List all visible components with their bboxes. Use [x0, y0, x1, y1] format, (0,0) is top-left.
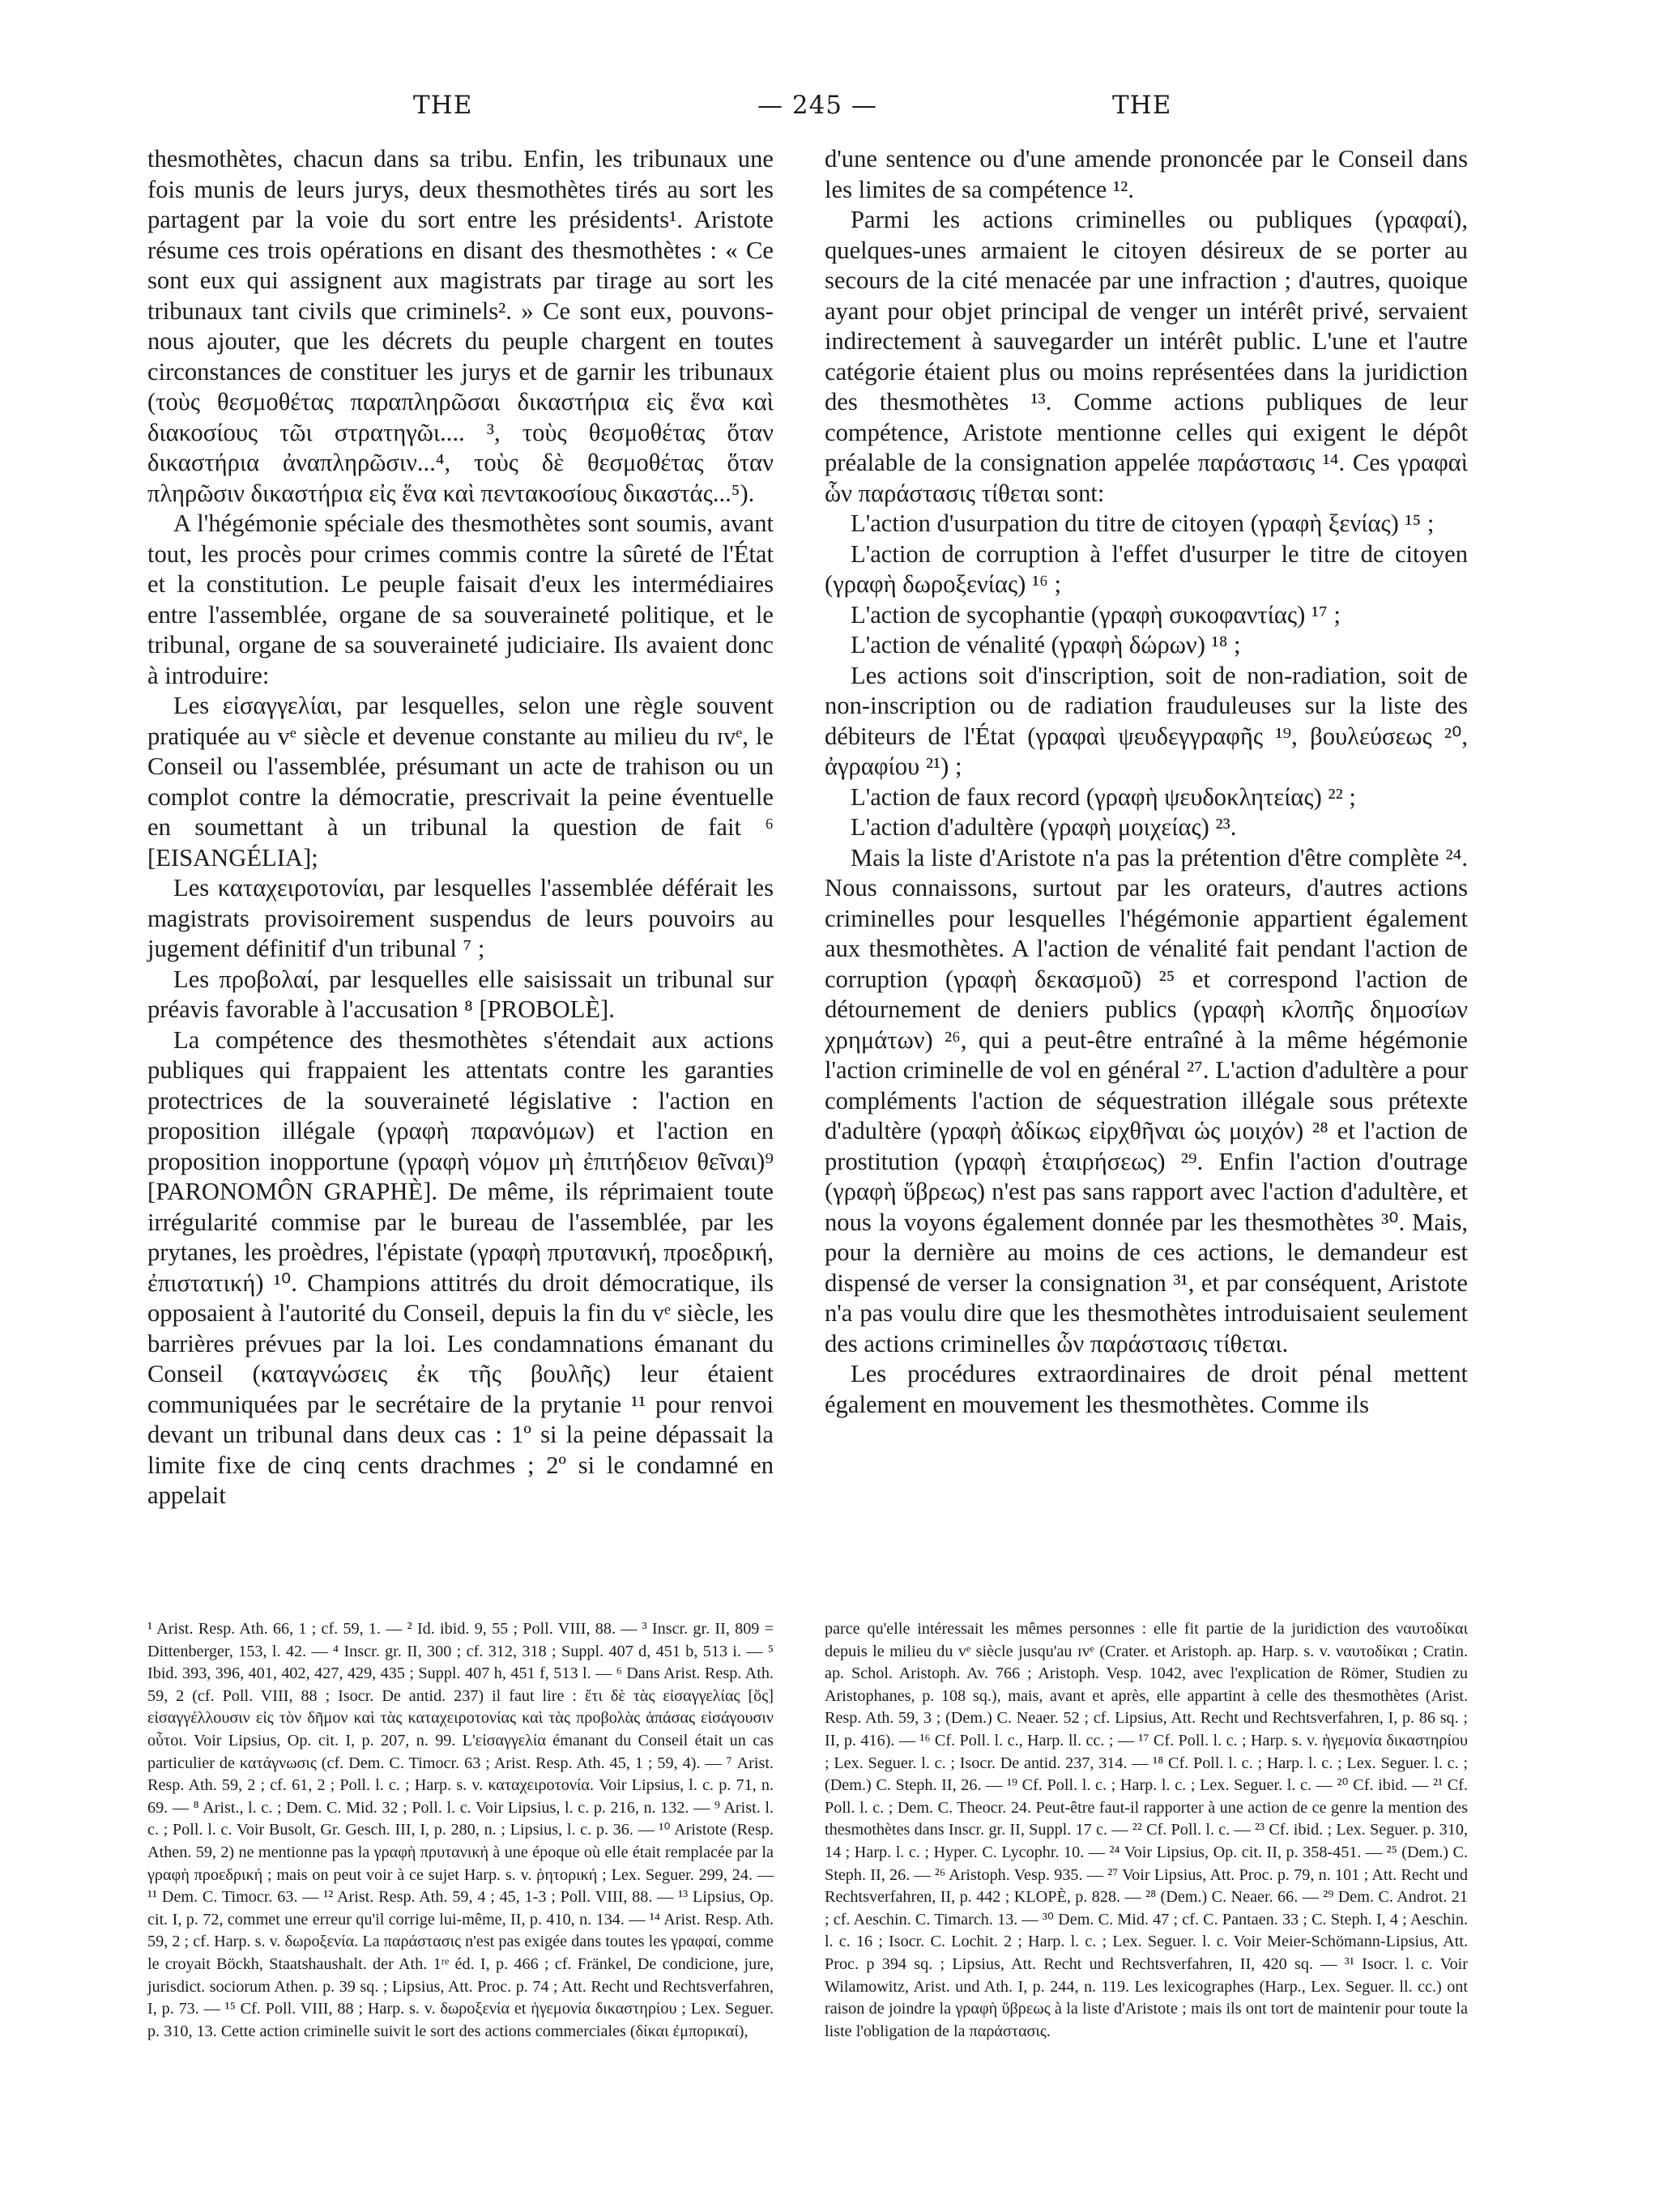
paragraph: Parmi les actions criminelles ou publiques (γραφαί), quelques-unes armaient le citoyen désireux de se porter au secours de la cité menacée par une infraction ; d'autres, quoique ayant pour objet principal de venger un intérêt privé, servaient indirectement à sauvegarder un intérêt public. L'une et l'autre catégorie étaient plus ou moins représentées dans la juridiction des thesmothètes ¹³. Comme actions publiques de leur compétence, Aristote mentionne celles qui exigent le dépôt préalable de la consignation appelée παράστασις ¹⁴. Ces γραφαὶ ὧν παράστασις τίθεται sont:: [825, 206, 1468, 507]
paragraph: Les actions soit d'inscription, soit de non-radiation, soit de non-inscription ou de radiation frauduleuses sur la liste des débiteurs de l'État (γραφαὶ ψευδεγγραφῆς ¹⁹, βουλεύσεως ²⁰, ἀγραφίου ²¹) ;: [825, 661, 1468, 780]
paragraph: thesmothètes, chacun dans sa tribu. Enfin, les tribunaux une fois munis de leurs jurys, deux thesmothètes tirés au sort les partagent par la voie du sort entre les présidents¹. Aristote résume ces trois opérations en disant des thesmothètes : « Ce sont eux qui assignent aux magistrats par tirage au sort les tribunaux tant civils que criminels². » Ce sont eux, pouvons-nous ajouter, que les décrets du peuple chargent en toutes circonstances de constituer les jurys et de garnir les tribunaux (τοὺς θεσμοθέτας παραπληρῶσαι δικαστήρια εἰς ἕνα καὶ διακοσίους τῶι στρατηγῶι.... ³, τοὺς θεσμοθέτας ὅταν δικαστήρια ἀναπληρῶσιν...⁴, τοὺς δὲ θεσμοθέτας ὅταν πληρῶσιν δικαστήρια εἰς ἕνα καὶ πεντακοσίους δικαστάς...⁵).: [147, 145, 774, 507]
paragraph: L'action d'adultère (γραφὴ μοιχείας) ²³.: [851, 813, 1237, 841]
paragraph: L'action d'usurpation du titre de citoyen (γραφὴ ξενίας) ¹⁵ ;: [851, 509, 1435, 537]
page-number: — 245 —: [757, 91, 877, 120]
paragraph: d'une sentence ou d'une amende prononcée par le Conseil dans les limites de sa compétence ¹².: [825, 145, 1468, 203]
running-head-right: THE: [1112, 91, 1172, 120]
left-column: [147, 144, 774, 1511]
paragraph: Mais la liste d'Aristote n'a pas la prétention d'être complète ²⁴. Nous connaissons, surtout par les orateurs, d'autres actions criminelles pour lesquelles l'hégémonie appartient également aux thesmothètes. A l'action de vénalité fait pendant l'action de corruption (γραφὴ δεκασμοῦ) ²⁵ et correspond l'action de détournement de deniers publics (γραφὴ κλοπῆς δημοσίων χρημάτων) ²⁶, qui a peut-être entraîné à la même hégémonie l'action criminelle de vol en général ²⁷. L'action d'adultère a pour compléments l'action de séquestration illégale sous prétexte d'adultère (γραφὴ ἀδίκως εἰρχθῆναι ὡς μοιχόν) ²⁸ et l'action de prostitution (γραφὴ ἑταιρήσεως) ²⁹. Enfin l'action d'outrage (γραφὴ ὕβρεως) n'est pas sans rapport avec l'action d'adultère, et nous la voyons également donnée par les thesmothètes ³⁰. Mais, pour la dernière au moins de ces actions, le demandeur est dispensé de verser la consignation ³¹, et par conséquent, Aristote n'a pas voulu dire que les thesmothètes introduisaient seulement des actions criminelles ὧν παράστασις τίθεται.: [825, 843, 1468, 1357]
paragraph: L'action de corruption à l'effet d'usurper le titre de citoyen (γραφὴ δωροξενίας) ¹⁶ ;: [825, 539, 1468, 598]
paragraph: Les καταχειροτονίαι, par lesquelles l'assemblée déférait les magistrats provisoirement suspendus de leurs pouvoirs au jugement définitif d'un tribunal ⁷ ;: [147, 874, 774, 962]
paragraph: L'action de sycophantie (γραφὴ συκοφαντίας) ¹⁷ ;: [851, 600, 1341, 629]
right-column: [825, 144, 1468, 1420]
paragraph: A l'hégémonie spéciale des thesmothètes sont soumis, avant tout, les procès pour crimes commis contre la sûreté de l'État et la constitution. Le peuple faisait d'eux les intermédiaires entre l'assemblée, organe de sa souveraineté politique, et le tribunal, organe de sa souveraineté judiciaire. Ils avaient donc à introduire:: [147, 509, 774, 689]
running-head-left: THE: [413, 91, 473, 120]
paragraph: Les προβολαί, par lesquelles elle saisissait un tribunal sur préavis favorable à l'accusation ⁸ [PROBOLÈ].: [147, 965, 774, 1023]
paragraph: Les εἰσαγγελίαι, par lesquelles, selon une règle souvent pratiquée au vᵉ siècle et devenue constante au milieu du ɪᴠᵉ, le Conseil ou l'assemblée, présumant un acte de trahison ou un complot contre la démocratie, prescrivait la peine éventuelle en soumettant à un tribunal la question de fait ⁶ [EISANGÉLIA];: [147, 692, 774, 872]
paragraph: L'action de vénalité (γραφὴ δώρων) ¹⁸ ;: [851, 631, 1241, 658]
footnotes-left: [147, 1618, 774, 2043]
footnotes-right: [825, 1618, 1468, 2043]
footnote-text: ¹ Arist. Resp. Ath. 66, 1 ; cf. 59, 1. — ² Id. ibid. 9, 55 ; Poll. VIII, 88. — ³ Inscr. gr. II, 809 = Dittenberger, 153, l. 42. — ⁴ Inscr. gr. II, 300 ; cf. 312, 318 ; Suppl. 407 d, 451 b, 513 i. — ⁵ Ibid. 393, 396, 401, 402, 427, 429, 435 ; Suppl. 407 h, 451 f, 513 l. — ⁶ Dans Arist. Resp. Ath. 59, 2 (cf. Poll. VIII, 88 ; Isocr. De antid. 237) il faut lire : ἔτι δὲ τὰς εἰσαγγελίας [ὅς] εἰσαγγέλλουσιν εἰς τὸν δῆμον καὶ τὰς καταχειροτονίας καὶ τὰς προβολὰς ἁπάσας εἰσάγουσιν οὗτοι. Voir Lipsius, Op. cit. I, p. 207, n. 99. L'εἰσαγγελία émanant du Conseil était un cas particulier de κατάγνωσις (cf. Dem. C. Timocr. 63 ; Arist. Resp. Ath. 45, 1 ; 59, 4). — ⁷ Arist. Resp. Ath. 59, 2 ; cf. 61, 2 ; Poll. l. c. ; Harp. s. v. καταχειροτονία. Voir Lipsius, l. c. p. 71, n. 69. — ⁸ Arist., l. c. ; Dem. C. Mid. 32 ; Poll. l. c. Voir Lipsius, l. c. p. 216, n. 132. — ⁹ Arist. l. c. ; Poll. l. c. Voir Busolt, Gr. Gesch. III, I, p. 280, n. ; Lipsius, l. c. p. 36. — ¹⁰ Aristote (Resp. Athen. 59, 2) ne mentionne pas la γραφὴ πρυτανική à une époque où elle était remplacée par la γραφὴ προεδρική ; mais on peut voir à ce sujet Harp. s. v. ῥητορική ; Lex. Seguer. 299, 24. — ¹¹ Dem. C. Timocr. 63. — ¹² Arist. Resp. Ath. 59, 4 ; 45, 1-3 ; Poll. VIII, 88. — ¹³ Lipsius, Op. cit. I, p. 72, commet une erreur qu'il corrige lui-même, II, p. 410, n. 134. — ¹⁴ Arist. Resp. Ath. 59, 2 ; cf. Harp. s. v. δωροξενία. La παράστασις n'est pas exigée dans toutes les γραφαί, comme le croyait Böckh, Staatshaushalt. der Ath. 1ʳᵉ éd. I, p. 466 ; cf. Fränkel, De condicione, jure, jurisdict. sociorum Athen. p. 39 sq. ; Lipsius, Att. Proc. p. 74 ; Att. Recht und Rechtsverfahren, I, p. 73. — ¹⁵ Cf. Poll. VIII, 88 ; Harp. s. v. δωροξενία et ἡγεμονία δικαστηρίου ; Lex. Seguer. p. 310, 13. Cette action criminelle suivit le sort des actions commerciales (δίκαι ἐμπορικαί),: [147, 1620, 774, 2040]
footnote-text: parce qu'elle intéressait les mêmes personnes : elle fit partie de la juridiction des ναυτοδίκαι depuis le milieu du vᵉ siècle jusqu'au ɪᴠᵉ (Crater. et Aristoph. ap. Harp. s. v. ναυτοδίκαι ; Cratin. ap. Schol. Aristoph. Av. 766 ; Aristoph. Vesp. 1042, avec l'explication de Römer, Studien zu Aristophanes, p. 108 sq.), mais, avant et après, elle appartint à celle des thesmothètes (Arist. Resp. Ath. 59, 3 ; (Dem.) C. Neaer. 52 ; cf. Lipsius, Att. Recht und Rechtsverfahren, I, p. 86 sq. ; II, p. 416). — ¹⁶ Cf. Poll. l. c., Harp. ll. cc. ; — ¹⁷ Cf. Poll. l. c. ; Harp. s. v. ἡγεμονία δικαστηρίου ; Lex. Seguer. l. c. ; Isocr. De antid. 237, 314. — ¹⁸ Cf. Poll. l. c. ; Harp. l. c. ; Lex. Seguer. l. c. ; (Dem.) C. Steph. II, 26. — ¹⁹ Cf. Poll. l. c. ; Harp. l. c. ; Lex. Seguer. l. c. — ²⁰ Cf. ibid. — ²¹ Cf. Poll. l. c. ; Dem. C. Theocr. 24. Peut-être faut-il rapporter à une action de ce genre la mention des thesmothètes dans Inscr. gr. II, Suppl. 17 c. — ²² Cf. Poll. l. c. — ²³ Cf. ibid. ; Lex. Seguer. p. 310, 14 ; Harp. l. c. ; Hyper. C. Lycophr. 10. — ²⁴ Voir Lipsius, Op. cit. II, p. 358-451. — ²⁵ (Dem.) C. Steph. II, 26. — ²⁶ Aristoph. Vesp. 935. — ²⁷ Voir Lipsius, Att. Proc. p. 79, n. 101 ; Att. Recht und Rechtsverfahren, II, p. 442 ; KLOPÈ, p. 828. — ²⁸ (Dem.) C. Neaer. 66. — ²⁹ Dem. C. Androt. 21 ; cf. Aeschin. C. Timarch. 13. — ³⁰ Dem. C. Mid. 47 ; cf. C. Pantaen. 33 ; C. Steph. I, 4 ; Aeschin. l. c. 16 ; Isocr. C. Lochit. 2 ; Harp. l. c. ; Lex. Seguer. l. c. Voir Meier-Schömann-Lipsius, Att. Proc. p 394 sq. ; Lipsius, Att. Recht und Rechtsverfahren, II, 420 sq. — ³¹ Isocr. l. c. Voir Wilamowitz, Arist. und Ath. I, p. 244, n. 119. Les lexicographes (Harp., Lex. Seguer. ll. cc.) ont raison de joindre la γραφὴ ὕβρεως à la liste d'Aristote ; mais ils ont tort de maintenir pour toute la liste l'obligation de la παράστασις.: [825, 1620, 1468, 2040]
paragraph: Les procédures extraordinaires de droit pénal mettent également en mouvement les thesmothètes. Comme ils: [825, 1360, 1468, 1418]
paragraph: L'action de faux record (γραφὴ ψευδοκλητείας) ²² ;: [851, 782, 1356, 811]
paragraph: La compétence des thesmothètes s'étendait aux actions publiques qui frappaient les attentats contre les garanties protectrices de la souveraineté législative : l'action en proposition illégale (γραφὴ παρανόμων) et l'action en proposition inopportune (γραφὴ νόμον μὴ ἐπιτήδειον θεῖναι)⁹ [PARONOMÔN GRAPHÈ]. De même, ils réprimaient toute irrégularité commise par le bureau de l'assemblée, par les prytanes, les proèdres, l'épistate (γραφὴ πρυτανική, προεδρική, ἐπιστατική) ¹⁰. Champions attitrés du droit démocratique, ils opposaient à l'autorité du Conseil, depuis la fin du vᵉ siècle, les barrières prévues par la loi. Les condamnations émanant du Conseil (καταγνώσεις ἐκ τῆς βουλῆς) leur étaient communiquées par le secrétaire de la prytanie ¹¹ pour renvoi devant un tribunal dans deux cas : 1º si la peine dépassait la limite fixe de cinq cents drachmes ; 2º si le condamné en appelait: [147, 1025, 774, 1509]
